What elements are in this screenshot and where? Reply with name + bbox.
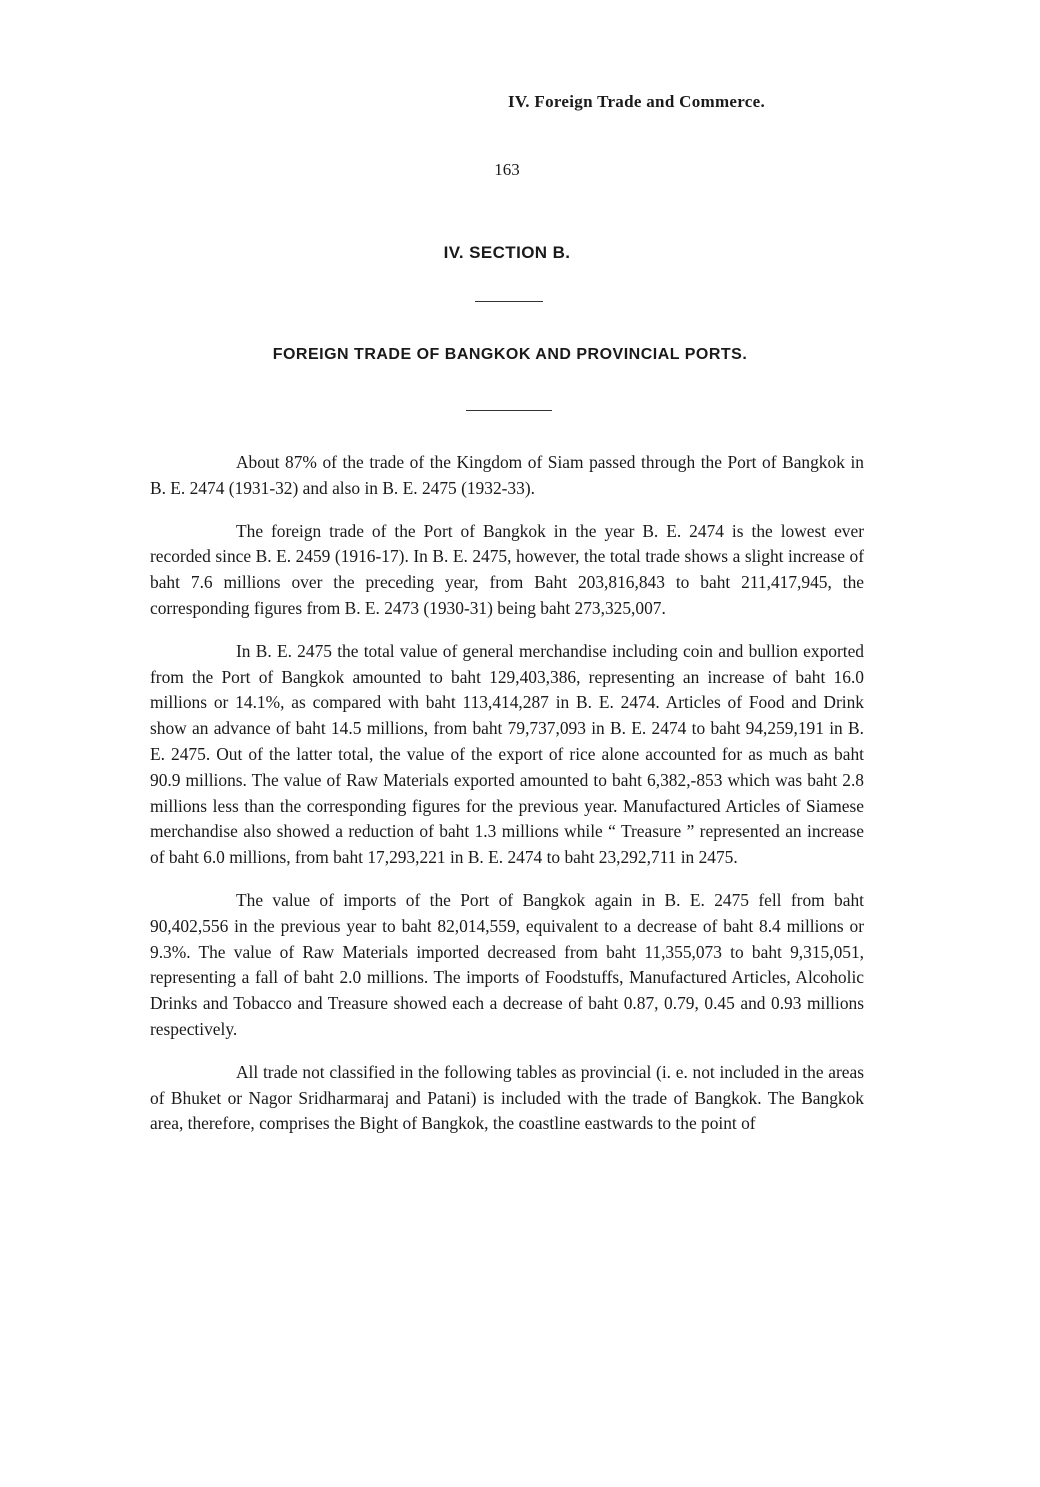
- paragraph: All trade not classified in the following tables as provincial (i. e. not included in the areas of Bhuket or Nagor Sridharmaraj and Patani) is included with the trade of Bangkok. The Bangkok area, therefore, comprises the Bight of Bangkok, the coastline eastwards to the point of: [150, 1061, 864, 1134]
- paragraph: In B. E. 2475 the total value of general merchandise including coin and bullion exported from the Port of Bangkok amounted to baht 129,403,386, representing an increase of baht 16.0 millions or 14.1%, as compared with baht 113,414,287 in B. E. 2474. Articles of Food and Drink show an advance of baht 14.5 millions, from baht 79,737,093 in B. E. 2474 to baht 94,259,191 in B. E. 2475. Out of the latter total, the value of the export of rice alone accounted for as much as baht 90.9 millions. The value of Raw Materials exported amounted to baht 6,382,-853 which was baht 2.8 millions less than the corresponding figures for the previous year. Manufactured Articles of Siamese merchandise also showed a reduction of baht 1.3 millions while “ Treasure ” represented an increase of baht 6.0 millions, from baht 17,293,221 in B. E. 2474 to baht 23,292,711 in 2475.: [150, 640, 864, 868]
- paragraph: The value of imports of the Port of Bangkok again in B. E. 2475 fell from baht 90,402,556 in the previous year to baht 82,014,559, equivalent to a decrease of baht 8.4 millions or 9.3%. The value of Raw Materials imported decreased from baht 11,355,073 to baht 9,315,051, representing a fall of baht 2.0 millions. The imports of Foodstuffs, Manufactured Articles, Alcoholic Drinks and Tobacco and Treasure showed each a decrease of baht 0.87, 0.79, 0.45 and 0.93 millions respectively.: [150, 889, 864, 1039]
- main-heading: FOREIGN TRADE OF BANGKOK AND PROVINCIAL PORTS.: [272, 346, 748, 363]
- divider-rule: [466, 410, 552, 411]
- divider-rule: [475, 301, 543, 302]
- paragraph: About 87% of the trade of the Kingdom of Siam passed through the Port of Bangkok in B. E. 2474 (1931-32) and also in B. E. 2475 (1932-33).: [150, 452, 864, 498]
- running-head: IV. Foreign Trade and Commerce.: [508, 92, 766, 111]
- body-text: [150, 450, 864, 1154]
- paragraph: The foreign trade of the Port of Bangkok in the year B. E. 2474 is the lowest ever recorded since B. E. 2459 (1916-17). In B. E. 2475, however, the total trade shows a slight increase of baht 7.6 millions over the preceding year, from Baht 203,816,843 to baht 211,417,945, the corresponding figures from B. E. 2473 (1930-31) being baht 273,325,007.: [150, 520, 864, 618]
- section-title: IV. SECTION B.: [443, 243, 571, 262]
- page-number: 163: [494, 160, 520, 179]
